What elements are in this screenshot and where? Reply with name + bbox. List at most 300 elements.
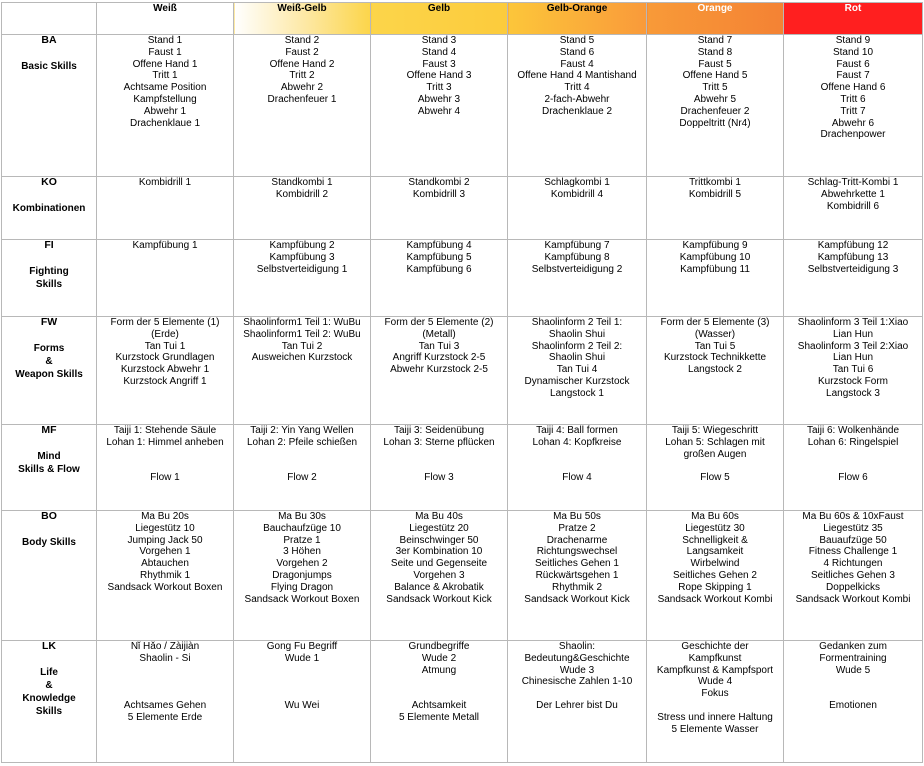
skill-item: Shaolinform 3 Teil 2:Xiao [797,340,909,352]
table-row [2,641,923,763]
skill-item: Kampfübung 1 [132,240,198,251]
skill-cell [508,317,647,425]
skill-item: Atmung [421,664,457,676]
skill-item: Wude 4 [697,676,733,688]
category-name-line: Kombinationen [12,202,86,214]
category-code: BO [41,510,57,522]
category-name [3,450,95,476]
category-code: MF [41,424,57,436]
skill-cell [97,35,234,177]
skill-cell [647,425,784,511]
skill-item: Stand 8 [697,46,733,58]
skill-item: Nǐ Hǎo / Zàijiàn [130,641,200,652]
column-header-gelb-orange: Gelb-Orange [508,3,647,35]
skill-item: Wude 2 [421,652,457,664]
skill-item: Tan Tui 5 [694,340,736,352]
skill-item: Flow 6 [838,472,868,484]
skill-item: Standkombi 2 [408,177,470,188]
skill-item: Trittkombi 1 [689,177,741,188]
skill-cell [508,177,647,240]
skill-item: Tritt 6 [840,93,866,105]
skill-item: Lohan 6: Ringelspiel [807,436,899,448]
skill-item: Vorgehen 1 [139,546,191,558]
skill-item: Tritt 2 [289,70,315,82]
skill-item: Stand 9 [835,35,871,46]
skill-item [98,665,232,677]
column-header-gelb: Gelb [371,3,508,35]
skill-item: 3er Kombination 10 [395,546,483,558]
skill-item: Shaolinform1 Teil 1: WuBu [243,317,361,328]
skill-item [98,688,232,700]
skill-item: Offene Hand 5 [682,70,748,82]
skill-item: Tritt 5 [702,82,728,94]
skill-cell [371,317,508,425]
skill-item: Beinschwinger 50 [399,534,479,546]
category-code: FW [40,316,58,328]
skill-item [235,449,369,461]
skill-item: Kampfübung 2 [269,240,335,251]
skill-item: Vorgehen 3 [413,569,465,581]
category-cell [2,317,97,425]
skill-item [648,460,782,472]
category-cell [2,35,97,177]
skill-item: Ma Bu 40s [415,511,463,522]
skill-cell [647,641,784,763]
table-row [2,317,923,425]
skill-item: Kombidrill 5 [688,188,742,200]
skill-cell [784,177,923,240]
skill-item: Dragonjumps [272,569,332,581]
skill-item: Seitliches Gehen 2 [673,569,757,581]
skill-item: Shaolinform 2 Teil 2: [531,340,623,352]
skill-item: Ma Bu 30s [278,511,326,522]
skill-item: Schlagkombi 1 [544,177,610,188]
skill-item [648,700,782,712]
skill-item: Sandsack Workout Kick [524,593,630,605]
skill-cell [371,425,508,511]
skill-item: Flow 5 [700,472,730,484]
skill-cell [371,177,508,240]
skill-cell [784,240,923,317]
skill-item: Rückwärtsgehen 1 [535,569,619,581]
skill-cell [97,240,234,317]
category-name-line: Body Skills [22,536,76,548]
skill-item: Kampfübung 3 [269,251,335,263]
skill-item: Abwehr Kurzstock 2-5 [390,364,488,376]
skill-item [785,676,921,688]
category-cell [2,511,97,641]
skill-item: Faust 5 [698,58,732,70]
skill-item: Pratze 1 [283,534,321,546]
category-name-line: Skills [35,278,63,290]
category-name-line: Mind [37,450,61,462]
category-name-line: Skills [35,705,63,717]
skill-item: Chinesische Zahlen 1-10 [521,676,633,688]
skill-item: Tritt 3 [426,82,452,94]
skill-cell [508,511,647,641]
skill-item: Rhythmik 1 [139,569,190,581]
table-row [2,240,923,317]
skill-item: Grundbegriffe [408,641,470,652]
category-name-line: Life [40,666,58,678]
skill-item: Shaolin Shui [548,328,606,340]
skill-item [785,460,921,472]
skill-item: Stand 10 [832,46,874,58]
skill-item [372,449,506,461]
category-name-line: Fighting [29,265,69,277]
skill-item: Kombidrill 4 [550,188,604,200]
skill-item: Lohan 4: Kopfkreise [532,436,622,448]
skill-item: Sandsack Workout Boxen [107,581,223,593]
skill-cell [647,240,784,317]
category-name-line: Skills & Flow [18,463,80,475]
skill-item: Tan Tui 1 [144,340,186,352]
skill-cell [371,240,508,317]
skill-item: Flow 1 [150,472,180,484]
skill-item: Tan Tui 2 [281,340,323,352]
skill-item: Pratze 2 [558,522,596,534]
skill-item: Wude 5 [835,664,871,676]
skill-item: Liegestütz 20 [409,522,469,534]
skill-item: Sandsack Workout Kombi [795,593,911,605]
skill-item [509,460,645,472]
skill-item: Kurzstock Angriff 1 [123,375,207,387]
skill-item: Vorgehen 2 [276,558,328,570]
skill-item: Sandsack Workout Kombi [657,593,773,605]
skill-item: Fokus [701,688,729,700]
skill-cell [647,177,784,240]
category-name-line: Weapon Skills [15,368,83,380]
skill-item: Abwehr 2 [280,82,324,94]
skill-item: Abwehr 1 [143,105,187,117]
skill-item: Faust 4 [560,58,594,70]
skill-item: Bauaufzüge 50 [819,534,887,546]
skill-item: Faust 2 [285,46,319,58]
skill-cell [647,511,784,641]
skill-item: Rhythmik 2 [551,581,602,593]
skill-item: Doppelkicks [826,581,880,593]
skill-cell [508,425,647,511]
skill-item: Sandsack Workout Kick [386,593,492,605]
skill-item: Ma Bu 60s [691,511,739,522]
skill-item: Flow 3 [424,472,454,484]
skill-cell [784,511,923,641]
skill-item: Abwehr 5 [693,93,737,105]
skill-cell [784,35,923,177]
skill-cell [234,511,371,641]
skill-item [372,688,506,700]
skill-item: Offene Hand 6 [820,82,886,94]
skill-cell [97,511,234,641]
skill-item: Flying Dragon [270,581,334,593]
skill-item: Offene Hand 3 [406,70,472,82]
skill-cell [234,35,371,177]
skill-item: Gong Fu Begriff [266,641,338,652]
category-code: KO [41,176,57,188]
skill-item: Selbstverteidigung 1 [256,263,348,275]
skill-cell [234,317,371,425]
skill-item: Schnelligkeit & [682,534,748,546]
skill-item: 2-fach-Abwehr [544,93,610,105]
skill-item: Der Lehrer bist Du [536,699,618,711]
category-cell [2,425,97,511]
skill-item [98,460,232,472]
skill-item: Stand 4 [421,46,457,58]
skill-item: Liegestütz 10 [135,522,195,534]
skill-cell [784,317,923,425]
skill-item: Langstock 2 [688,364,742,376]
skill-item: Form der 5 Elemente (2) [384,317,494,328]
category-code: LK [42,640,56,652]
skill-item: Kombidrill 1 [138,177,192,188]
skill-item: Drachenarme [546,534,608,546]
skill-item: 5 Elemente Erde [127,711,203,723]
skill-item: Shaolinform 2 Teil 1: [531,317,623,328]
skill-item: Lohan 1: Himmel anheben [106,436,224,448]
column-header-weiss: Weiß [97,3,234,35]
skill-item: Selbstverteidigung 3 [807,263,899,275]
skill-item [98,676,232,688]
skill-item: Kampfstellung [133,93,197,105]
curriculum-table [1,2,923,763]
skill-cell [371,35,508,177]
skill-cell [234,240,371,317]
category-name-line: Knowledge [22,692,76,704]
skill-item [235,665,369,677]
skill-item: Langsamkeit [686,546,744,558]
skill-item: Kampfübung 13 [817,251,889,263]
skill-item: Angriff Kurzstock 2-5 [392,352,486,364]
skill-item: Kampfübung 4 [406,240,472,251]
skill-item: Formentraining [819,652,887,664]
skill-item: Stress und innere Haltung [657,711,773,723]
table-body [2,35,923,763]
skill-item: Fitness Challenge 1 [808,546,898,558]
skill-item: Selbstverteidigung 2 [531,263,623,275]
skill-item: großen Augen [683,448,747,460]
skill-item: Stand 5 [559,35,595,46]
skill-item: Langstock 3 [826,387,880,399]
category-cell [2,641,97,763]
skill-item [785,688,921,700]
skill-item: Form der 5 Elemente (3) [660,317,770,328]
skill-item: Bauchaufzüge 10 [263,522,341,534]
skill-item: Tritt 4 [564,82,590,94]
skill-item [235,460,369,472]
skill-cell [508,641,647,763]
skill-item: Drachenklaue 2 [541,105,613,117]
skill-item: Jumping Jack 50 [127,534,203,546]
skill-item [509,688,645,700]
skill-item: Tan Tui 6 [832,364,874,376]
skill-item: (Erde) [151,328,179,340]
skill-cell [234,425,371,511]
skill-item: Kombidrill 6 [826,200,880,212]
category-name [3,265,95,291]
category-code: FI [44,239,54,251]
skill-item: Richtungswechsel [536,546,618,558]
skill-item: Balance & Akrobatik [394,581,484,593]
table-row [2,511,923,641]
skill-item: Wirbelwind [690,558,740,570]
skill-item: Schlag-Tritt-Kombi 1 [807,177,899,188]
column-header-rot: Rot [784,3,923,35]
skill-item: Langstock 1 [550,387,604,399]
skill-cell [234,177,371,240]
skill-cell [647,35,784,177]
skill-item: Wude 3 [559,664,595,676]
skill-item: Shaolin - Si [139,652,191,664]
skill-item: Faust 3 [422,58,456,70]
skill-item: Stand 6 [559,46,595,58]
skill-item: Wu Wei [284,699,320,711]
skill-item: Kampfkunst & Kampfsport [656,664,774,676]
skill-item: Abwehrkette 1 [821,188,885,200]
skill-item: Drachenklaue 1 [129,117,201,129]
skill-item: Drachenfeuer 1 [267,93,337,105]
skill-item: Stand 1 [147,35,183,46]
skill-item: Dynamischer Kurzstock [524,375,630,387]
skill-item: Ausweichen Kurzstock [251,352,353,364]
skill-item: Lohan 2: Pfeile schießen [246,436,358,448]
skill-cell [371,641,508,763]
skill-item: Kurzstock Abwehr 1 [120,364,210,376]
skill-item: Abwehr 6 [831,117,875,129]
skill-item: Wude 1 [284,652,320,664]
skill-item: Liegestütz 30 [685,522,745,534]
skill-item: Ma Bu 50s [553,511,601,522]
skill-item: Kampfkunst [688,652,742,664]
category-name-line: & [45,679,53,691]
skill-item: Kampfübung 12 [817,240,889,251]
skill-item: Lian Hun [832,352,874,364]
skill-item: Kurzstock Technikkette [663,352,767,364]
skill-cell [784,425,923,511]
skill-item: Faust 6 [836,58,870,70]
skill-item: Faust 1 [148,46,182,58]
category-name-line: & [45,355,53,367]
skill-item: Abwehr 4 [417,105,461,117]
skill-item: Kombidrill 2 [275,188,329,200]
category-name [3,536,95,549]
skill-item: Taiji 3: Seidenübung [393,425,485,436]
skill-item: Seitliches Gehen 3 [811,569,895,581]
skill-item: Emotionen [829,699,877,711]
skill-item: Doppeltritt (Nr4) [679,117,751,129]
category-code: BA [41,34,57,46]
skill-item: Shaolinform 3 Teil 1:Xiao [797,317,909,328]
skill-item: Abtauchen [141,558,189,570]
skill-item: Stand 7 [697,35,733,46]
skill-item: Tritt 1 [152,70,178,82]
skill-item: Shaolinform1 Teil 2: WuBu [243,328,361,340]
skill-item: Faust 7 [836,70,870,82]
skill-item: Seitliches Gehen 1 [535,558,619,570]
skill-item: Offene Hand 4 Mantishand [517,70,637,82]
skill-item: Kampfübung 7 [544,240,610,251]
skill-item: Taiji 5: Wiegeschritt [671,425,759,436]
skill-item: 4 Richtungen [823,558,883,570]
skill-item: Liegestütz 35 [823,522,883,534]
category-name-line: Basic Skills [21,60,77,72]
skill-item: (Metall) [422,328,456,340]
skill-item: Taiji 6: Wolkenhände [806,425,900,436]
skill-item [785,449,921,461]
category-name [3,60,95,73]
corner-header [2,3,97,35]
category-cell [2,240,97,317]
skill-item: Gedanken zum [819,641,887,652]
skill-item: Lian Hun [832,328,874,340]
skill-item: Kurzstock Grundlagen [115,352,215,364]
category-name [3,342,95,381]
skill-item: Taiji 1: Stehende Säule [113,425,217,436]
skill-item: Geschichte der [681,641,749,652]
skill-item: Kampfübung 8 [544,251,610,263]
skill-item: Rope Skipping 1 [678,581,752,593]
skill-cell [97,425,234,511]
category-name-line: Forms [33,342,65,354]
skill-item: Ma Bu 20s [141,511,189,522]
header-row [2,3,923,35]
skill-item: Kampfübung 11 [680,263,750,275]
skill-item: Taiji 2: Yin Yang Wellen [250,425,354,436]
skill-item: Drachenfeuer 2 [680,105,750,117]
skill-item [509,449,645,461]
skill-item: Flow 2 [287,472,317,484]
skill-item: Drachenpower [820,129,886,141]
table-row [2,177,923,240]
skill-item: Lohan 3: Sterne pflücken [383,436,495,448]
skill-item: Achtsamkeit [411,699,467,711]
skill-item: Flow 4 [562,472,592,484]
skill-cell [97,177,234,240]
skill-item: Shaolin: [558,641,596,652]
skill-item [235,688,369,700]
category-name [3,666,95,718]
category-cell [2,177,97,240]
skill-item: Kampfübung 5 [406,251,472,263]
skill-item: 3 Höhen [283,546,321,558]
table-row [2,35,923,177]
skill-cell [647,317,784,425]
skill-item: Form der 5 Elemente (1) [110,317,220,328]
skill-item [235,676,369,688]
skill-cell [97,317,234,425]
skill-item: Kampfübung 10 [679,251,751,263]
skill-item: Shaolin Shui [548,352,606,364]
skill-item [372,676,506,688]
skill-item: 5 Elemente Wasser [671,723,759,735]
skill-item: 5 Elemente Metall [398,711,480,723]
skill-item: Taiji 4: Ball formen [536,425,618,436]
column-header-weiss-gelb: Weiß-Gelb [234,3,371,35]
skill-item: Sandsack Workout Boxen [244,593,360,605]
skill-item: Standkombi 1 [271,177,333,188]
skill-cell [97,641,234,763]
skill-item: Stand 3 [421,35,457,46]
skill-item: Lohan 5: Schlagen mit [665,436,765,448]
skill-item: Abwehr 3 [417,93,461,105]
skill-item: Tritt 7 [840,105,866,117]
skill-item: Kampfübung 6 [406,263,472,275]
skill-item: Seite und Gegenseite [390,558,488,570]
skill-item: Kampfübung 9 [682,240,748,251]
table-row [2,425,923,511]
skill-item: Kombidrill 3 [412,188,466,200]
skill-item: Offene Hand 1 [132,58,198,70]
skill-item: Tan Tui 3 [418,340,460,352]
